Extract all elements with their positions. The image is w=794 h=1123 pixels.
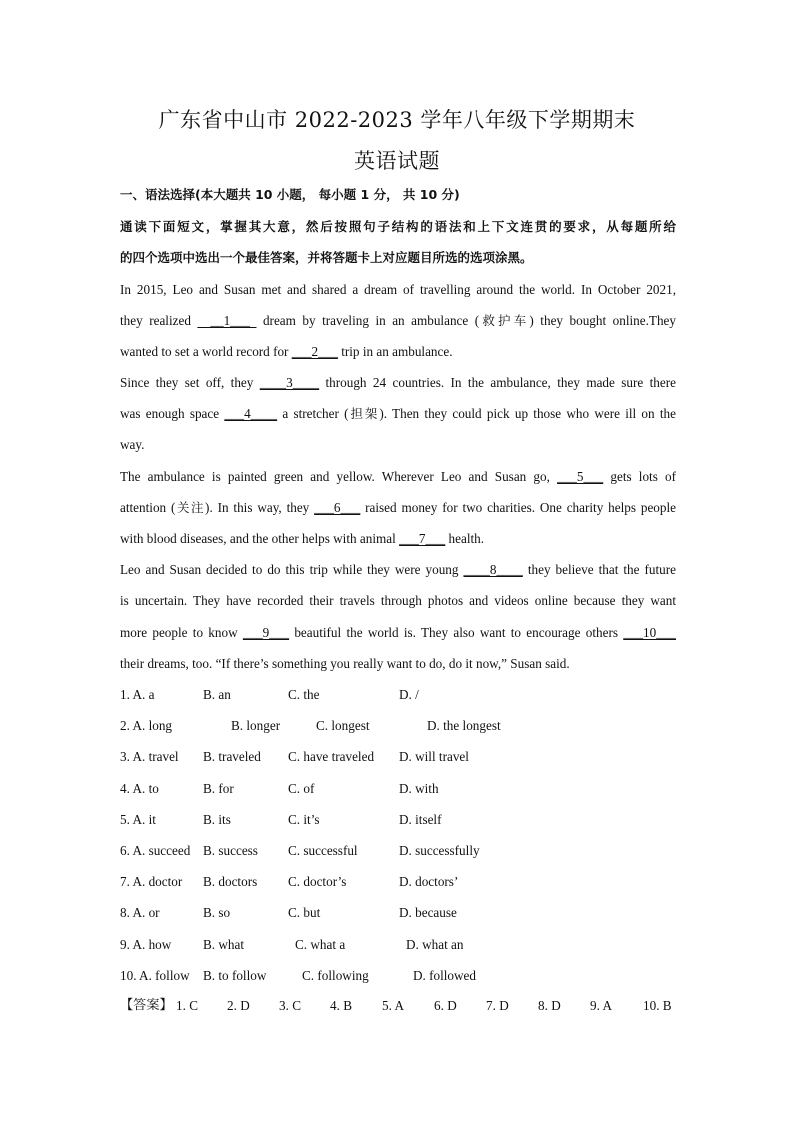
blank-7: ___7___ (399, 531, 446, 546)
answer-item: 3. C (279, 998, 301, 1013)
answer-item: 1. C (176, 998, 198, 1013)
passage-line: wanted to set a world record for ___2___ trip in an ambulance. (120, 344, 453, 359)
answer-item: 2. D (227, 998, 250, 1013)
answer-item: 7. D (486, 998, 509, 1013)
passage-line: Leo and Susan decided to do this trip while they were young ____8____ they believe that the future (120, 562, 676, 577)
blank-1: __1___ (197, 313, 257, 328)
passage-line: they realized __1___ dream by traveling in an ambulance (救护车) they bought online.They (120, 313, 676, 328)
blank-5: ___5___ (557, 469, 604, 484)
passage-line: was enough space ___4____ a stretcher (担架). Then they could pick up those who were ill on the (120, 406, 676, 421)
answer-item: 5. A (382, 998, 404, 1013)
blank-9: ___9___ (242, 625, 290, 640)
passage-line: attention (关注). In this way, they ___6___ raised money for two charities. One charity helps people (120, 500, 676, 515)
passage-line: their dreams, too. “If there’s something you really want to do, do it now,” Susan said. (120, 656, 570, 671)
passage-line: way. (120, 437, 145, 452)
blank-6: ___6___ (314, 500, 361, 515)
blank-8: ____8____ (463, 562, 523, 577)
instructions-line-2: 的四个选项中选出一个最佳答案，并将答题卡上对应题目所选的选项涂黑。 (120, 250, 533, 265)
answer-item: 10. B (643, 998, 672, 1013)
answer-item: 6. D (434, 998, 457, 1013)
answer-label: 【答案】 (120, 998, 173, 1013)
passage-line: In 2015, Leo and Susan met and shared a dream of travelling around the world. In October 2021, (120, 282, 676, 297)
answer-item: 4. B (330, 998, 352, 1013)
passage-line: The ambulance is painted green and yellow. Wherever Leo and Susan go, ___5___ gets lots of (120, 469, 676, 484)
blank-3: ____3____ (259, 375, 320, 390)
answer-item: 8. D (538, 998, 561, 1013)
section-heading: 一、语法选择(本大题共 10 小题， 每小题 1 分， 共 10 分) (120, 187, 460, 202)
passage-line: with blood diseases, and the other helps with animal ___7___ health. (120, 531, 485, 546)
passage-line: more people to know ___9___ beautiful the world is. They also want to encourage others ___10___ (120, 625, 676, 640)
blank-10: ___10___ (623, 625, 676, 640)
exam-page: 广东省中山市 2022-2023 学年八年级下学期期末 英语试题 一、语法选择(本大题共 10 小题， 每小题 1 分， 共 10 分) 通读下面短文，掌握其大意，然后按照句子结构的语法和上下文连贯的要求，从每题所给 的四个选项中选出一个最佳答案，并将答题卡上对应题目所选的选项涂黑。 In 2015, Leo and Susan met and shared a dream of travelling around the world. In October 2021, they realized __1___ dream by traveling in an ambulance (救护车) they bought online.They wanted to set a world record for ___2___ trip in an ambulance. Since they set off, they ____3____ through 24 countries. In the ambulance, they made sure there was enough space ___4____ a stretcher (担架). Then they could pick up those who were ill on the way. The ambulance is painted green and yellow. Wherever Leo and Susan go, ___5___ gets lots of attention (关注). In this way, they ___6___ raised money for two charities. One charity helps people with blood diseases, and the other helps with animal ___7___ health. Leo and Susan decided to do this trip while they were young ____8____ they believe that the future is uncertain. They have recorded their travels through photos and videos online because they want more people to know ___9___ beautiful the world is. They also want to encourage others ___10___ their dreams, too. “If there’s something you really want to do, do it now,” Susan said. 1. A. a B. an C. the D. / 2. A. long B. longer C. longest D. the longest 3. A. travel B. traveled C. have traveled D. will travel 4. A. to B. for C. of D. with 5. A. it B. its C. it’s D. itself 6. A. succeed B. success C. successful D. successfully 7. A. doctor B. doctors C. doctor’s D. doctors’ 8. A. or B. so C. but D. because 9. A. how B. what C. what a D. what an 10. A. follow B. to follow C. following D. followed 【答案】 1. C 2. D 3. C 4. B 5. A 6. D 7. D 8. D 9. A 10. B (0, 0, 794, 1123)
passage-line: is uncertain. They have recorded their travels through photos and videos online because they want (120, 593, 676, 608)
instructions-line-1: 通读下面短文，掌握其大意，然后按照句子结构的语法和上下文连贯的要求，从每题所给 (120, 219, 676, 234)
passage-line: Since they set off, they ____3____ through 24 countries. In the ambulance, they made sure there (120, 375, 676, 390)
exam-subtitle: 英语试题 (354, 149, 440, 173)
answer-item: 9. A (590, 998, 612, 1013)
blank-4: ___4____ (224, 406, 278, 421)
exam-title: 广东省中山市 2022-2023 学年八年级下学期期末 (158, 108, 636, 132)
blank-2: ___2___ (291, 344, 338, 359)
